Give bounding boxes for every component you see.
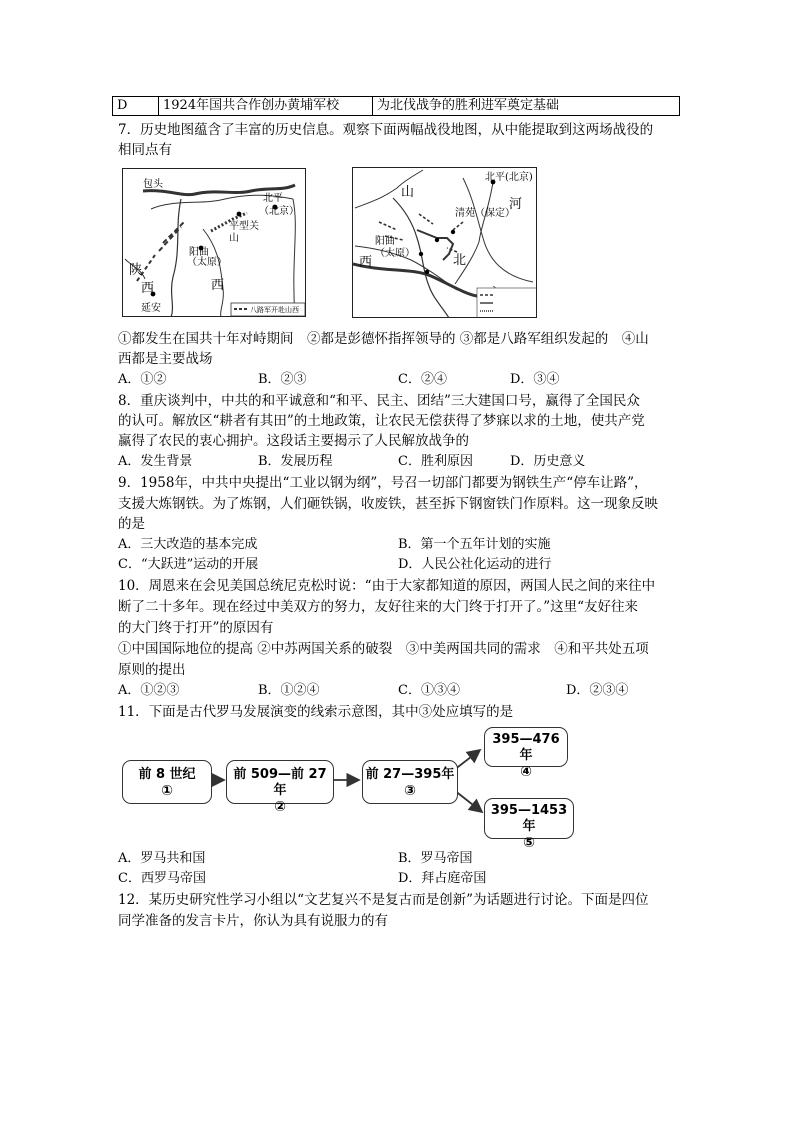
q12-stem-line2: 同学准备的发言卡片，你认为具有说服力的有 — [118, 913, 388, 929]
map1-label-yangqu: 阳曲 — [189, 247, 209, 258]
q10-statements-line2: 原则的提出 — [118, 662, 186, 678]
q10-stem-line1: 10．周恩来在会见美国总统尼克松时说：“由于大家都知道的原因，两国人民之间的来往中 — [118, 578, 656, 594]
q9-option-b: B．第一个五年计划的实施 — [398, 537, 551, 552]
map-baituan-campaign — [122, 168, 306, 317]
map2-label-baoding: 清苑（保定） — [455, 208, 515, 219]
flow-box-3-marker: ③ — [404, 783, 416, 799]
q11-option-a: A．罗马共和国 — [118, 851, 206, 866]
q9-stem-line1: 9．1958年，中共中央提出“工业以钢为纲”，号召一切部门都要为钢铁生产“停车让路”， — [118, 475, 648, 491]
q7-statements-line1: ①都发生在国共十年对峙期间 ②都是彭德怀指挥领导的 ③都是八路军组织发起的 ④山 — [118, 331, 649, 347]
flow-box-1-period: 前 8 世纪 — [138, 767, 196, 782]
q11-option-b: B．罗马帝国 — [398, 851, 473, 866]
q10-option-b: B．①②④ — [258, 683, 320, 698]
flow-box-5 — [484, 798, 574, 851]
map1-legend: 八路军开赴山西 — [250, 306, 299, 314]
q10-option-d: D．②③④ — [566, 683, 629, 698]
q8-option-d: D．历史意义 — [510, 454, 586, 469]
q8-option-a: A．发生背景 — [118, 454, 193, 469]
q7-option-c: C．②④ — [398, 372, 447, 387]
flow-box-3 — [362, 760, 458, 804]
map1-label-xi-b: 西 — [141, 281, 155, 296]
q10-stem-line3: 的大门终于打开”的原因有 — [118, 620, 274, 636]
map2-label-bei: 北 — [453, 253, 467, 268]
table-cell-letter: D — [113, 97, 159, 115]
q8-option-c: C．胜利原因 — [398, 454, 473, 469]
flow-box-3-period: 前 27—395年 — [365, 767, 455, 782]
map1-label-taiyuan: （太原） — [187, 257, 227, 268]
map1-label-north: 北平 — [263, 193, 283, 204]
table-cell-effect: 为北伐战争的胜利进军奠定基础 — [377, 98, 560, 113]
map1-label-shaan: 陕 — [129, 263, 143, 278]
flow-box-2-marker: ② — [274, 799, 286, 815]
flow-box-4-marker: ④ — [520, 764, 532, 780]
q7-stem-line1: 7．历史地图蕴含了丰富的历史信息。观察下面两幅战役地图，从中能提取到这两场战役的 — [118, 122, 654, 138]
flow-box-5-period: 395—1453 年 — [490, 803, 568, 834]
q9-option-d: D．人民公社化运动的进行 — [398, 557, 552, 572]
q7-statements-line2: 西都是主要战场 — [118, 351, 213, 367]
map1-label-xi-a: 西 — [211, 278, 225, 293]
q11-option-c: C．西罗马帝国 — [118, 871, 206, 886]
flow-box-2-period: 前 509—前 27 年 — [233, 767, 327, 798]
q11-stem: 11．下面是古代罗马发展演变的线索示意图，其中③处应填写的是 — [118, 704, 514, 720]
q10-statements-line1: ①中国国际地位的提高 ②中苏两国关系的破裂 ③中美两国共同的需求 ④和平共处五项 — [118, 641, 649, 657]
map-hundred-regiments-campaign — [352, 167, 537, 318]
q9-stem-line3: 的是 — [118, 516, 145, 532]
q9-stem-line2: 支援大炼钢铁。为了炼钢，人们砸铁锅，收废铁，甚至拆下钢窗铁门作原料。这一现象反映 — [118, 496, 658, 512]
q9-option-c: C．“大跃进”运动的开展 — [118, 557, 259, 572]
q7-stem-line2: 相同点有 — [118, 142, 172, 158]
map2-label-taiyuan: （太原） — [375, 248, 415, 259]
map1-label-shan: 山 — [229, 233, 239, 244]
flow-box-1-marker: ① — [161, 783, 173, 799]
flow-box-2 — [226, 760, 334, 815]
flow-box-5-marker: ⑤ — [523, 835, 535, 851]
q8-stem-line3: 赢得了农民的衷心拥护。这段话主要揭示了人民解放战争的 — [118, 433, 469, 449]
map1-label-yanan: 延安 — [141, 303, 161, 314]
map1-label-pingxingguan: 平型关 — [229, 221, 259, 232]
q8-option-b: B．发展历程 — [258, 454, 333, 469]
q10-option-a: A．①②③ — [118, 683, 180, 698]
q11-option-d: D．拜占庭帝国 — [398, 871, 487, 886]
map1-label-baotou: 包头 — [143, 179, 163, 190]
table-cell-event: 1924年国共合作创办黄埔军校 — [159, 97, 373, 115]
q7-option-d: D．③④ — [510, 372, 560, 387]
flow-box-1 — [122, 760, 212, 804]
q8-stem-line1: 8．重庆谈判中，中共的和平诚意和“和平、民主、团结”三大建国口号，赢得了全国民众 — [118, 393, 640, 409]
q10-stem-line2: 断了二十多年。现在经过中美双方的努力，友好往来的大门终于打开了。”这里“友好往来 — [118, 599, 639, 615]
map2-label-xi: 西 — [359, 255, 373, 270]
q7-option-b: B．②③ — [258, 372, 307, 387]
map2-label-yangqu: 阳曲 — [375, 236, 395, 247]
map1-label-beijing: （北京） — [259, 206, 299, 217]
map2-label-beiping: 北平(北京) — [485, 172, 533, 183]
flow-box-4 — [484, 727, 568, 780]
q12-stem-line1: 12．某历史研究性学习小组以“文艺复兴不是复古而是创新”为话题进行讨论。下面是四位 — [118, 892, 649, 908]
map2-label-shan: 山 — [401, 185, 415, 200]
flow-box-4-period: 395—476 年 — [492, 732, 560, 763]
q8-stem-line2: 的认可。解放区“耕者有其田”的土地政策，让农民无偿获得了梦寐以求的土地，使共产党 — [118, 413, 645, 429]
q7-option-a: A．①② — [118, 372, 167, 387]
q9-option-a: A．三大改造的基本完成 — [118, 537, 258, 552]
map2-label-he: 河 — [509, 197, 523, 212]
answer-table-row — [112, 96, 680, 116]
q10-option-c: C．①③④ — [398, 683, 460, 698]
